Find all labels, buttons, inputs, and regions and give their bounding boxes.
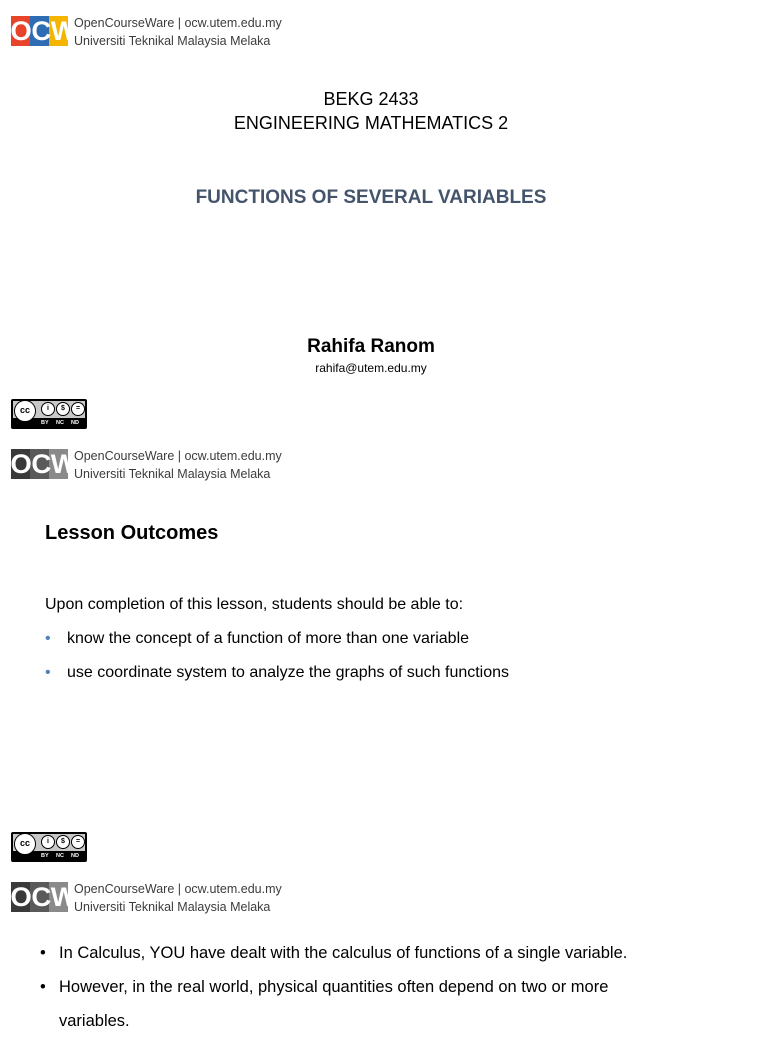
bullet-icon: • — [45, 664, 51, 681]
nc-icon: $ — [56, 402, 70, 416]
slide-introduction — [0, 866, 768, 1030]
nd-icon: = — [71, 835, 85, 849]
lesson-outcomes-title: Lesson Outcomes — [45, 522, 219, 544]
header-line2: Universiti Teknikal Malaysia Melaka — [74, 467, 271, 481]
cc-icon: cc — [14, 833, 36, 855]
bullet-icon: • — [40, 978, 46, 996]
ocw-logo: OCW — [10, 449, 77, 479]
lesson-intro: Upon completion of this lesson, students should be able to: — [45, 596, 464, 613]
course-code: BEKG 2433 — [323, 89, 419, 109]
list-item: • use coordinate system to analyze the graphs of such functions — [45, 662, 509, 684]
nd-icon: = — [71, 402, 85, 416]
header-line1: OpenCourseWare | ocw.utem.edu.my — [74, 449, 282, 463]
list-item-continuation: variables. — [59, 1012, 130, 1030]
topic-title: FUNCTIONS OF SEVERAL VARIABLES — [195, 187, 547, 208]
cc-license-badge: cc i $ = BY NC ND — [11, 832, 87, 862]
header-line1: OpenCourseWare | ocw.utem.edu.my — [74, 882, 282, 896]
header-line2: Universiti Teknikal Malaysia Melaka — [74, 900, 271, 914]
bullet-icon: • — [45, 630, 51, 647]
bullet-icon: • — [40, 944, 46, 962]
cc-license-badge: cc i $ = BY NC ND — [11, 399, 87, 429]
slide-lesson-outcomes — [0, 433, 768, 866]
author-name: Rahifa Ranom — [307, 336, 435, 357]
by-icon: i — [41, 835, 55, 849]
list-item: • In Calculus, YOU have dealt with the calculus of functions of a single variable. — [40, 936, 740, 970]
header-line1: OpenCourseWare | ocw.utem.edu.my — [74, 16, 282, 30]
ocw-logo: OCW — [10, 16, 77, 46]
intro-list — [40, 936, 740, 1038]
slide-title — [0, 0, 768, 433]
header-line2: Universiti Teknikal Malaysia Melaka — [74, 34, 271, 48]
author-email: rahifa@utem.edu.my — [315, 361, 427, 375]
list-item: • However, in the real world, physical quantities often depend on two or more — [40, 970, 740, 1004]
nc-icon: $ — [56, 835, 70, 849]
cc-icon: cc — [14, 400, 36, 422]
by-icon: i — [41, 402, 55, 416]
ocw-logo: OCW — [10, 882, 77, 912]
course-name: ENGINEERING MATHEMATICS 2 — [233, 113, 509, 133]
list-item: • know the concept of a function of more than one variable — [45, 628, 509, 650]
outcome-list — [45, 628, 509, 696]
